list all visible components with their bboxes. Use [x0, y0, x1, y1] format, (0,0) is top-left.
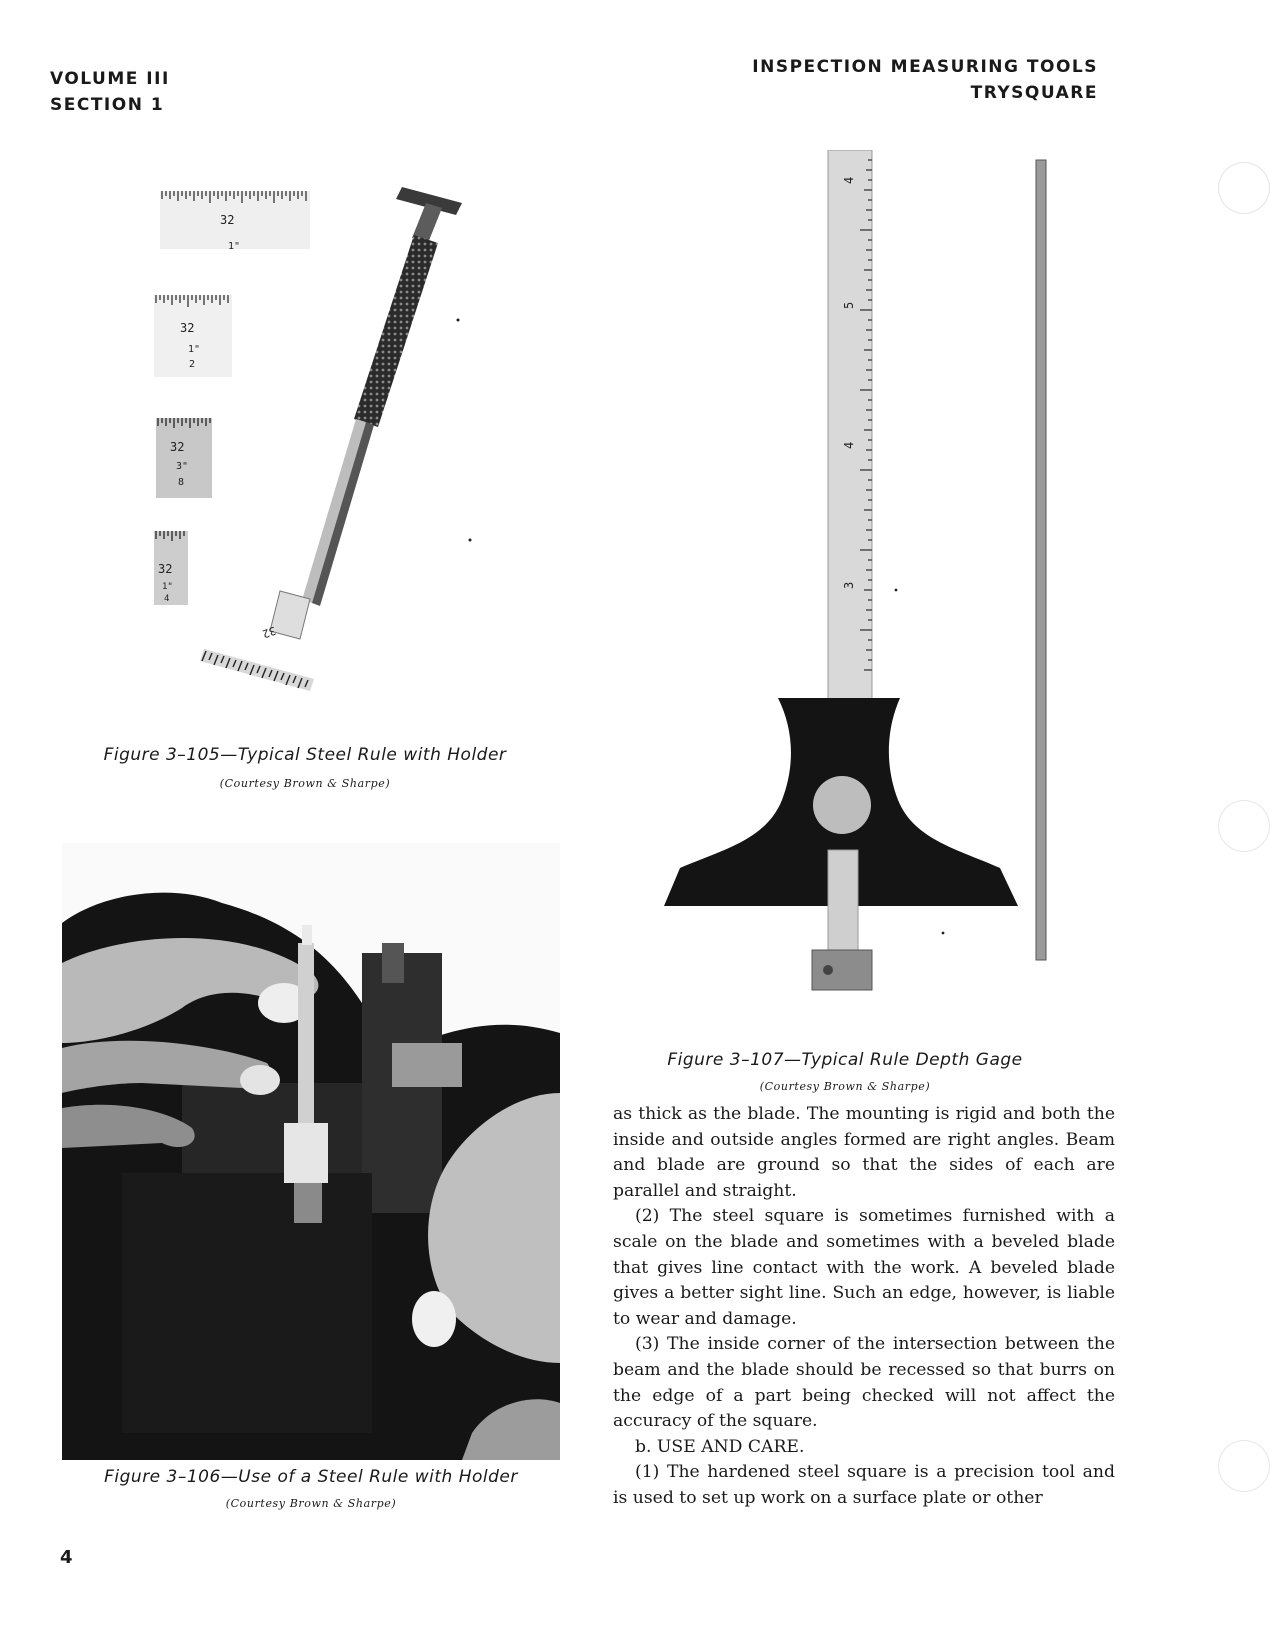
paragraph-use-1: (1) The hardened steel square is a precision tool and is used to set up work on a surface plate or other [613, 1462, 1115, 1508]
rule-3-length: 3" [176, 461, 189, 472]
rule-3-scale: 32 [170, 440, 185, 454]
punch-hole-middle [1218, 800, 1270, 852]
page-number: 4 [60, 1547, 73, 1568]
header-topic [752, 54, 1098, 106]
rule-holder [200, 187, 462, 691]
paragraph-continued: as thick as the blade. The mounting is rigid and both the inside and outside angles formed are right angles. Beam and blade are ground so that the sides of each are parallel and straight. [613, 1104, 1115, 1201]
volume-label: VOLUME III [50, 69, 170, 89]
depth-gage-lock-knob [813, 776, 871, 834]
rule-4-scale: 32 [158, 562, 173, 576]
steel-rule-1 [160, 191, 310, 252]
figure-3-106-caption: Figure 3–106—Use of a Steel Rule with Holder [104, 1467, 518, 1487]
holder-end-label: 32 [260, 623, 278, 641]
depth-gage-clamp [812, 950, 872, 990]
steel-rule-3 [156, 418, 212, 498]
depth-gage-mark-3: 4 [842, 441, 856, 449]
figure-3-106-credit: (Courtesy Brown & Sharpe) [225, 1497, 397, 1510]
rule-2-denominator: 2 [189, 359, 196, 370]
topic-label: INSPECTION MEASURING TOOLS [752, 57, 1098, 77]
steel-rule-in-use-photo [62, 843, 560, 1460]
depth-gage-rod [1036, 160, 1046, 960]
body-text [613, 1102, 1115, 1512]
figure-3-107-credit: (Courtesy Brown & Sharpe) [759, 1080, 931, 1093]
punch-hole-top [1218, 162, 1270, 214]
rule-1-scale: 32 [220, 213, 235, 227]
figure-3-105-caption: Figure 3–105—Typical Steel Rule with Holder [103, 745, 507, 765]
rule-depth-gage-illustration [660, 150, 1080, 1020]
rule-4-denominator: 4 [164, 594, 170, 604]
figure-3-107-caption: Figure 3–107—Typical Rule Depth Gage [667, 1050, 1023, 1070]
depth-gage-mark-2: 5 [842, 301, 856, 309]
rule-2-scale: 32 [180, 321, 195, 335]
section-label: SECTION 1 [50, 95, 165, 115]
paragraph-2: (2) The steel square is sometimes furnished with a scale on the blade and sometimes with a beveled blade that gives line contact with the work. A beveled blade gives a better sight line. Such an edge, however, is liable to wear and damage. [613, 1206, 1115, 1329]
subtopic-label: TRYSQUARE [970, 83, 1098, 103]
rule-1-length: 1" [228, 241, 241, 252]
depth-gage-mark-4: 3 [842, 581, 856, 589]
paragraph-3: (3) The inside corner of the intersection between the beam and the blade should be recessed so that burrs on the edge of a part being checked will not affect the accuracy of the square. [613, 1334, 1115, 1432]
rule-3-denominator: 8 [178, 477, 185, 488]
rule-4-length: 1" [162, 582, 173, 592]
steel-rule-holder-illustration [140, 175, 510, 715]
steel-rule-4 [154, 531, 188, 605]
depth-gage-blade [828, 150, 872, 700]
depth-gage-mark-1: 4 [842, 176, 856, 184]
steel-rule-2 [154, 295, 232, 377]
rule-2-length: 1" [188, 344, 201, 355]
header-volume-section [50, 66, 170, 118]
subheading-use-and-care: b. USE AND CARE. [635, 1436, 805, 1457]
punch-hole-bottom [1218, 1440, 1270, 1492]
figure-3-105-credit: (Courtesy Brown & Sharpe) [219, 777, 391, 790]
